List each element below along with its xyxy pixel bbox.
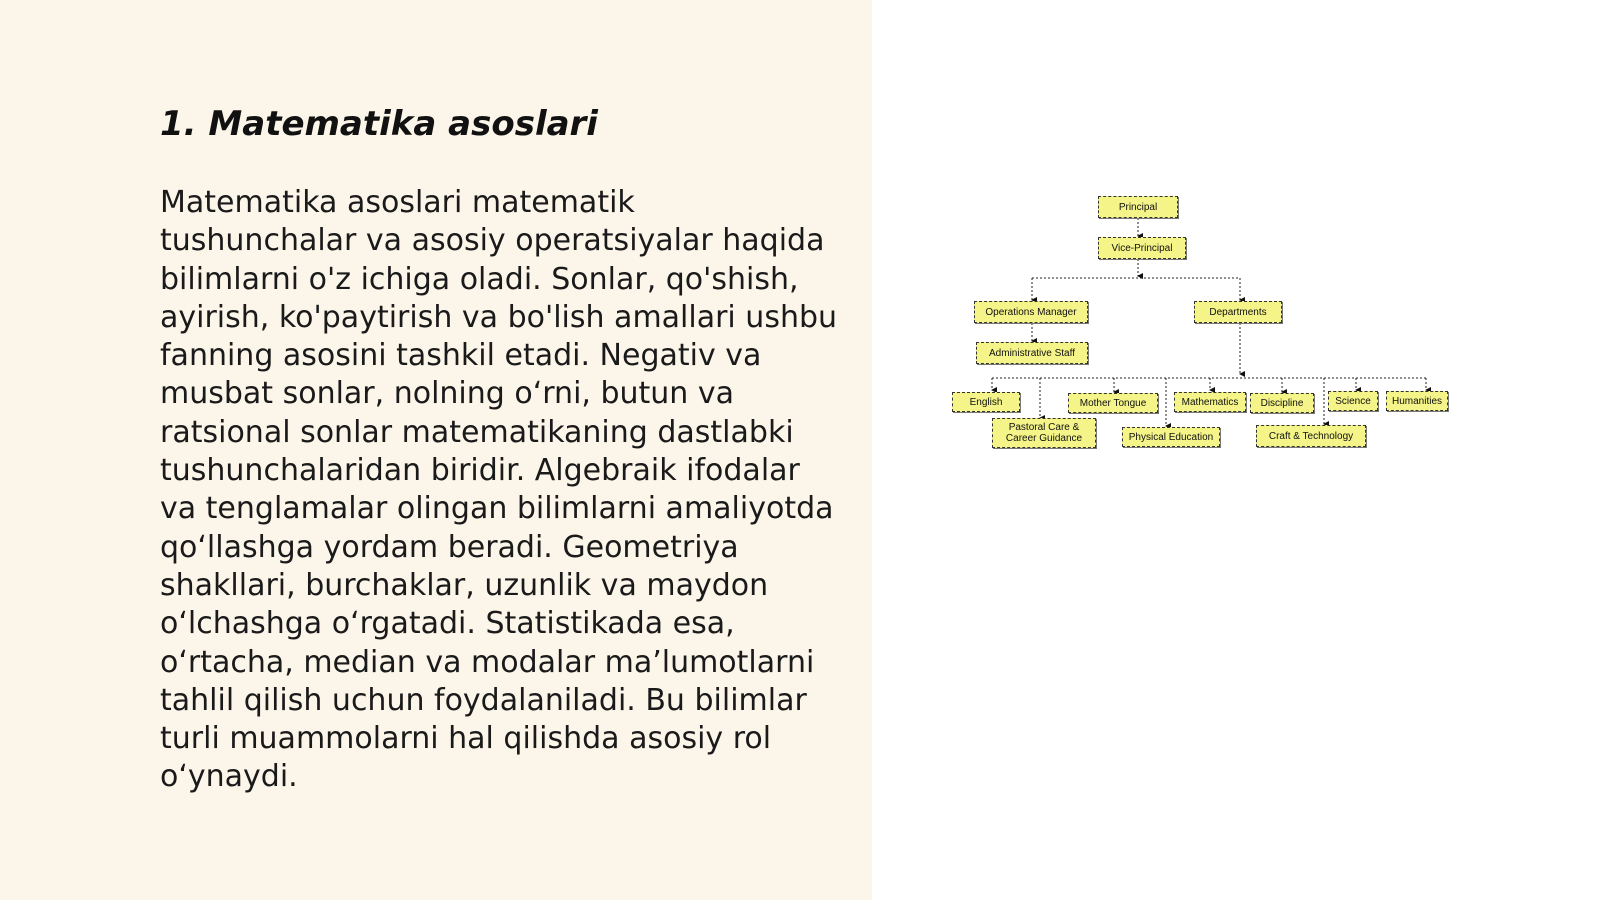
org-box-english: English [952, 392, 1020, 412]
org-box-principal: Principal [1098, 196, 1178, 218]
org-box-discipline: Discipline [1250, 393, 1314, 413]
org-box-operations-manager: Operations Manager [974, 301, 1088, 323]
org-box-physical-education: Physical Education [1122, 427, 1220, 447]
slide-body-text: Matematika asoslari matematik tushunchalar va asosiy operatsiyalar haqida bilimlarni o'z ichiga oladi. Sonlar, qo'shish, ayirish, ko'paytirish va bo'lish amallari ushbu fanning asosini tashkil etadi. Negativ va musbat sonlar, nolning o‘rni, butun va ratsional sonlar matematikaning dastlabki tushunchalaridan biridir. Algebraik ifodalar va tenglamalar olingan bilimlarni amaliyotda qo‘llashga yordam beradi. Geometriya shakllari, burchaklar, uzunlik va maydon o‘lchashga o‘rgatadi. Statistikada esa, o‘rtacha, median va modalar ma’lumotlarni tahlil qilish uchun foydalaniladi. Bu bilimlar turli muammolarni hal qilishda asosiy rol o‘ynaydi. [160, 185, 838, 795]
org-chart-diagram [948, 196, 1456, 460]
org-box-departments: Departments [1194, 301, 1282, 323]
org-box-humanities: Humanities [1386, 391, 1448, 411]
org-box-science: Science [1328, 391, 1378, 411]
org-box-mathematics: Mathematics [1174, 392, 1246, 412]
slide-title: 1. Matematika asoslari [160, 104, 598, 144]
org-box-craft-technology: Craft & Technology [1256, 425, 1366, 447]
org-box-mother-tongue: Mother Tongue [1068, 393, 1158, 413]
org-box-pastoral-care: Pastoral Care & Career Guidance [992, 418, 1096, 448]
org-box-vice-principal: Vice-Principal [1098, 237, 1186, 259]
org-box-administrative-staff: Administrative Staff [976, 342, 1088, 364]
